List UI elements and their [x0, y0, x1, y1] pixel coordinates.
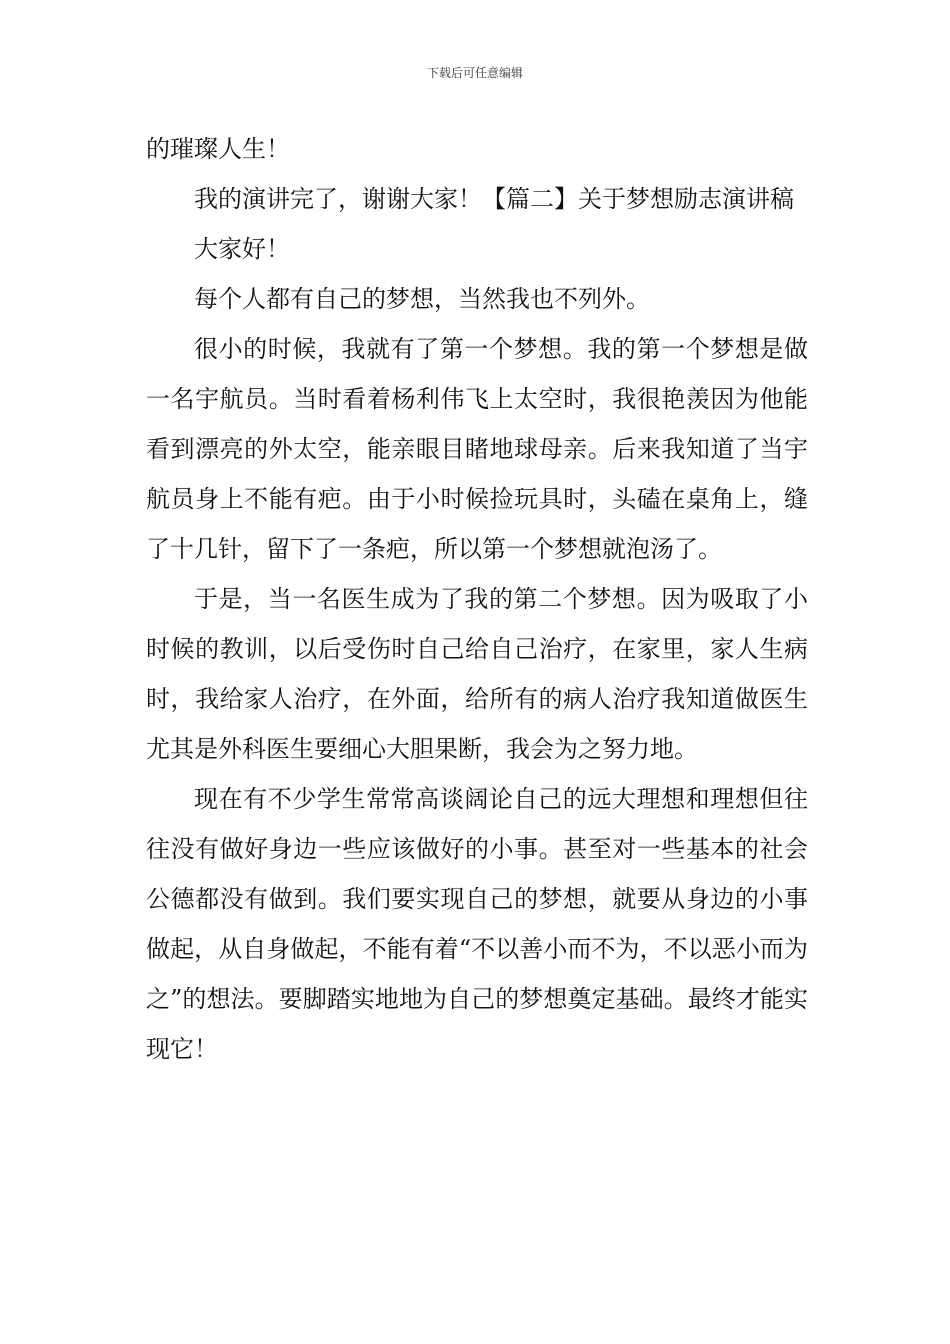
page-header: 下载后可任意编辑	[426, 66, 523, 80]
paragraph-7: 现在有不少学生常常高谈阔论自己的远大理想和理想但往往没有做好身边一些应该做好的小事。甚至对一些基本的社会公德都没有做到。我们要实现自己的梦想，就要从身边的小事做起，从自身做起，不能有着“不以善小而不为，不以恶小而为之”的想法。要脚踏实地地为自己的梦想奠定基础。最终才能实现它！	[146, 785, 808, 1063]
paragraph-5: 很小的时候，我就有了第一个梦想。我的第一个梦想是做一名宇航员。当时看着杨利伟飞上太空时，我很艳羡因为他能看到漂亮的外太空，能亲眼目睹地球母亲。后来我知道了当宇航员身上不能有疤。由于小时候捡玩具时，头磕在桌角上，缝了十几针，留下了一条疤，所以第一个梦想就泡汤了。	[146, 335, 808, 563]
paragraph-4: 每个人都有自己的梦想，当然我也不列外。	[194, 285, 650, 313]
paragraph-3: 大家好！	[194, 235, 290, 263]
document-body	[146, 124, 808, 1074]
paragraph-6: 于是，当一名医生成为了我的第二个梦想。因为吸取了小时候的教训，以后受伤时自己给自己治疗，在家里，家人生病时，我给家人治疗，在外面，给所有的病人治疗我知道做医生尤其是外科医生要细心大胆果断，我会为之努力地。	[146, 585, 808, 763]
paragraph-2: 我的演讲完了，谢谢大家！【篇二】关于梦想励志演讲稿	[194, 185, 794, 213]
paragraph-1: 的璀璨人生！	[146, 135, 290, 163]
